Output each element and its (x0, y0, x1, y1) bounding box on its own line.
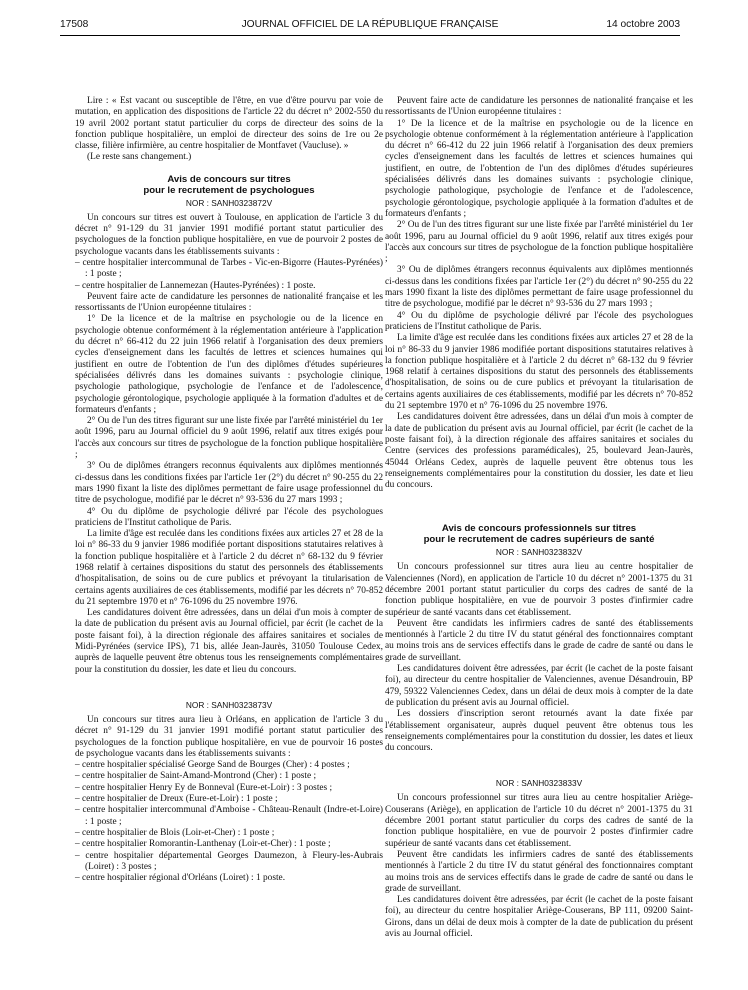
section-heading (385, 523, 693, 545)
paragraph: Un concours sur titres aura lieu à Orléans, en application de l'article 3 du décret n° 91-129 du 31 janvier 1991 modifié portant statut particulier des psychologues de la fonction publique hospitalière, en vue de pourvoir 16 postes de psychologue vacants dans les établissements suivants : (75, 714, 383, 759)
heading-line: Avis de concours sur titres (167, 173, 291, 185)
list-item: – centre hospitalier Henry Ey de Bonneval (Eure-et-Loir) : 3 postes ; (75, 782, 333, 793)
right-column (385, 96, 693, 940)
paragraph: La limite d'âge est reculée dans les conditions fixées aux articles 27 et 28 de la loi n° 86-33 du 9 janvier 1986 modifiée portant dispositions statutaires relatives à la fonction publique hospitalière et à l'article 2 du décret n° 68-132 du 9 février 1968 relatif à certaines dispositions du statut des personnels des établissements d'hospitalisation, de soins ou de cure publics et prévoyant la titularisation de certains agents auxiliaires de ces établissements, modifié par les décrets n° 70-852 du 21 septembre 1970 et n° 76-1096 du 25 novembre 1976. (385, 333, 693, 412)
paragraph: Les candidatures doivent être adressées, par écrit (le cachet de la poste faisant foi), au directeur du centre hospitalier Ariège-Couserans, BP 111, 09200 Saint-Girons, dans un délai de deux mois à compter de la date de publication du présent avis au Journal officiel. (385, 895, 693, 939)
paragraph: 2° Ou de l'un des titres figurant sur une liste fixée par l'arrêté ministériel du 1er août 1996, paru au Journal officiel du 9 août 1996, relatif aux titres exigés pour l'accès aux concours sur titres de psychologue de la fonction publique hospitalière ; (385, 220, 693, 265)
issue-date: 14 octobre 2003 (606, 19, 680, 30)
paragraph: 3° Ou de diplômes étrangers reconnus équivalents aux diplômes mentionnés ci-dessus dans les conditions fixées par l'article 1er (2°) du décret n° 90-255 du 22 mars 1990 fixant la liste des diplômes permettant de faire usage professionnel du titre de psychologue, modifié par le décret n° 93-536 du 27 mars 1993 ; (385, 265, 693, 310)
paragraph: Peuvent être candidats les infirmiers cadres de santé des établissements mentionnés à l'article 2 du titre IV du statut général des fonctionnaires comptant au moins trois ans de services effectifs dans le grade de cadre de santé ou dans le grade de surveillant. (385, 618, 693, 663)
list-item: – centre hospitalier de Dreux (Eure-et-Loir) : 1 poste ; (75, 794, 278, 805)
paragraph: Les dossiers d'inscription seront retournés avant la date fixée par l'établissement organisateur, auprès duquel peuvent être obtenus tous les renseignements complémentaires pour la constitution du dossier, les dates et lieux du concours. (385, 709, 693, 754)
list-item: – centre hospitalier intercommunal d'Amboise - Château-Renault (Indre-et-Loire) : 1 poste ; (75, 805, 383, 827)
paragraph: Peuvent être candidats les infirmiers cadres de santé des établissements mentionnés à l'article 2 du titre IV du statut général des fonctionnaires comptant au moins trois ans de services effectifs dans le grade de cadre de santé ou dans le grade de surveillant. (385, 849, 693, 894)
header-rule (60, 35, 680, 36)
nor-reference: NOR : SANH0323872V (185, 197, 273, 208)
paragraph: 4° Ou du diplôme de psychologie délivré par l'école des psychologues praticiens de l'Institut catholique de Paris. (75, 506, 383, 528)
journal-title: JOURNAL OFFICIEL DE LA RÉPUBLIQUE FRANÇAISE (241, 19, 499, 30)
page-header (60, 19, 680, 35)
heading-line: pour le recrutement de cadres supérieurs de santé (423, 534, 655, 546)
list-item: – centre hospitalier intercommunal de Tarbes - Vic-en-Bigorre (Hautes-Pyrénées) : 1 poste ; (75, 257, 383, 280)
heading-line: pour le recrutement de psychologues (143, 184, 315, 196)
paragraph: Peuvent faire acte de candidature les personnes de nationalité française et les ressortissants de l'Union européenne titulaires : (385, 96, 693, 118)
paragraph: 1° De la licence et de la maîtrise en psychologie ou de la licence en psychologie obtenue conformément à la réglementation antérieure à l'application du décret n° 66-412 du 22 juin 1966 relatif à l'organisation des deux premiers cycles d'enseignement dans les facultés de lettres et sciences humaines qui justifient, en outre, de l'obtention de l'un des diplômes d'études supérieures spécialisées délivrés dans les domaines suivants : psychologie clinique, psychologie pathologique, psychologie de l'enfance et de l'adolescence, psychologie gérontologique, psychologie appliquée à la formation d'adultes et de formateurs d'enfants ; (385, 118, 693, 219)
paragraph: La limite d'âge est reculée dans les conditions fixées aux articles 27 et 28 de la loi n° 86-33 du 9 janvier 1986 modifiée portant dispositions statutaires relatives à la fonction publique hospitalière et à l'article 2 du décret n° 68-132 du 9 février 1968 relatif à certaines dispositions du statut des personnels des établissements d'hospitalisation, de soins ou de cure publics et prévoyant la titularisation de certains agents auxiliaires de ces établissements, modifié par les décrets n° 70-852 du 21 septembre 1970 et n° 76-1096 du 25 novembre 1976. (75, 529, 383, 607)
paragraph: Les candidatures doivent être adressées, dans un délai d'un mois à compter de la date de publication du présent avis au Journal officiel, par écrit (le cachet de la poste faisant foi), à la direction régionale des affaires sanitaires et sociales du Centre (services des professions paramédicales), 25, boulevard Jean-Jaurès, 45044 Orléans Cedex, auprès de laquelle peuvent être obtenus tous les renseignements complémentaires pour la constitution du dossier, les date et lieu du concours. (385, 412, 693, 491)
paragraph: 3° Ou de diplômes étrangers reconnus équivalents aux diplômes mentionnés ci-dessus dans les conditions fixées par l'article 1er (2°) du décret n° 90-255 du 22 mars 1990 fixant la liste des diplômes permettant de faire usage professionnel du titre de psychologue, modifié par le décret n° 93-536 du 27 mars 1993 ; (75, 461, 383, 506)
list-item: – centre hospitalier départemental Georges Daumezon, à Fleury-les-Aubrais (Loiret) : 3 postes ; (75, 850, 383, 872)
list-item: – centre hospitalier régional d'Orléans (Loiret) : 1 poste. (75, 873, 286, 884)
paragraph: Les candidatures doivent être adressées, dans un délai d'un mois à compter de la date de publication du présent avis au Journal officiel, par écrit (le cachet de la poste faisant foi), à la direction régionale des affaires sanitaires et sociales de Midi-Pyrénées (service IPS), 71 bis, allée Jean-Jaurès, 31050 Toulouse Cedex, auprès de laquelle peuvent être obtenus tous les renseignements complémentaires pour la constitution du dossier, les date et lieu du concours. (75, 608, 383, 675)
page-number: 17508 (60, 19, 89, 30)
paragraph: Un concours professionnel sur titres aura lieu au centre hospitalier de Valenciennes (Nord), en application de l'article 10 du décret n° 2001-1375 du 31 décembre 2001 portant statut particulier du corps des cadres de santé de la fonction publique hospitalière, en vue de pourvoir 3 postes d'infirmier cadre supérieur de santé vacants dans cet établissement. (385, 562, 693, 618)
paragraph: (Le reste sans changement.) (87, 152, 192, 163)
paragraph: Peuvent faire acte de candidature les personnes de nationalité française et les ressortissants de l'Union européenne titulaires : (75, 291, 383, 314)
nor-reference: NOR : SANH0323832V (495, 547, 583, 558)
list-item: – centre hospitalier de Lannemezan (Hautes-Pyrénées) : 1 poste. (75, 280, 316, 291)
list-item: – centre hospitalier spécialisé George Sand de Bourges (Cher) : 4 postes ; (75, 760, 350, 771)
left-column (75, 96, 383, 884)
paragraph: 1° De la licence et de la maîtrise en psychologie ou de la licence en psychologie obtenue conformément à la réglementation antérieure à l'application du décret n° 66-412 du 22 juin 1966 relatif à l'organisation des deux premiers cycles d'enseignement dans les facultés de lettres et sciences humaines qui justifient en outre de l'obtention de l'un des diplômes d'études supérieures spécialisées délivrés dans les domaines suivants : psychologie clinique, psychologie pathologique, psychologie de l'enfance et de l'adolescence, psychologie gérontologique, psychologie appliquée à la formation d'adultes et de formateurs d'enfants ; (75, 314, 383, 415)
paragraph: Un concours professionnel sur titres aura lieu au centre hospitalier Ariège-Couserans (Ariège), en application de l'article 10 du décret n° 2001-1375 du 31 décembre 2001 portant statut particulier du corps des cadres de santé de la fonction publique hospitalière, en vue de pourvoir 2 postes d'infirmier cadre supérieur de santé vacants dans cet établissement. (385, 793, 693, 849)
heading-line: Avis de concours professionnels sur titres (441, 523, 637, 535)
list-item: – centre hospitalier Romorantin-Lanthenay (Loir-et-Cher) : 1 poste ; (75, 839, 331, 850)
paragraph: Les candidatures doivent être adressées, par écrit (le cachet de la poste faisant foi), au directeur du centre hospitalier de Valenciennes, avenue Désandrouin, BP 479, 59322 Valenciennes Cedex, dans un délai de deux mois à compter de la date de publication du présent avis au Journal officiel. (385, 664, 693, 708)
paragraph: Un concours sur titres est ouvert à Toulouse, en application de l'article 3 du décret n° 91-129 du 31 janvier 1991 modifié portant statut particulier des psychologues de la fonction publique hospitalière, en vue de pourvoir 2 postes de psychologue vacants dans les établissements suivants : (75, 212, 383, 257)
paragraph: 4° Ou du diplôme de psychologie délivré par l'école des psychologues praticiens de l'Institut catholique de Paris. (385, 310, 693, 332)
list-item: – centre hospitalier de Saint-Amand-Montrond (Cher) : 1 poste ; (75, 771, 317, 782)
nor-reference: NOR : SANH0323873V (185, 699, 273, 710)
paragraph: 2° Ou de l'un des titres figurant sur une liste fixée par l'arrêté ministériel du 1er août 1996, paru au Journal officiel du 9 août 1996, relatif aux titres exigés pour l'accès aux concours sur titres de psychologue de la fonction publique hospitalière ; (75, 416, 383, 461)
section-heading (75, 174, 383, 196)
nor-reference: NOR : SANH0323833V (495, 778, 583, 789)
paragraph: Lire : « Est vacant ou susceptible de l'être, en vue d'être pourvu par voie de mutation, en application des dispositions de l'article 22 du décret n° 2002-550 du 19 avril 2002 portant statut particulier du corps de directeur des soins de la fonction publique hospitalière, un emploi de directeur des soins de 1re ou 2e classe, filière infirmière, au centre hospitalier de Montfavet (Vaucluse). » (75, 96, 383, 152)
list-item: – centre hospitalier de Blois (Loir-et-Cher) : 1 poste ; (75, 827, 275, 838)
